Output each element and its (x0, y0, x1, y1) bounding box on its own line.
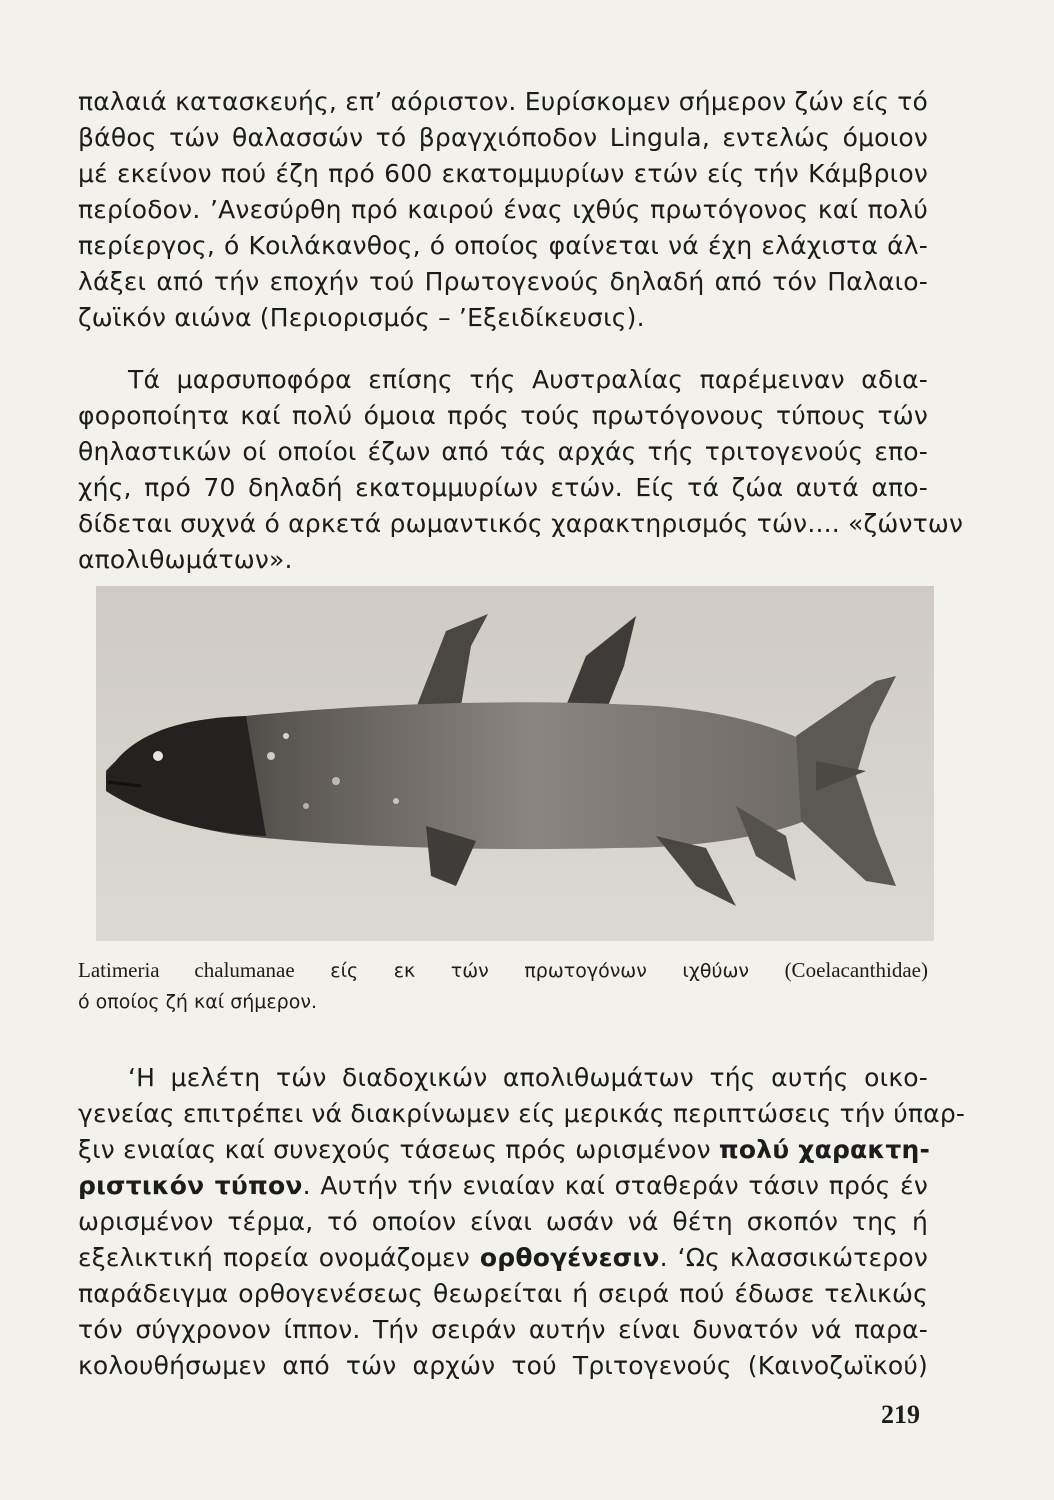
text-line: χής, πρό 70 δηλαδή εκατομμυρίων ετών. Είς τά ζώα αυτά απο- (78, 473, 928, 502)
text-span: εξελικτική πορεία ονομάζομεν (78, 1243, 480, 1272)
text-line: γενείας επιτρέπει νά διακρίνωμεν είς μερικάς περιπτώσεις τήν ύπαρ- (78, 1099, 966, 1128)
text-line: θηλαστικών οί οποίοι έζων από τάς αρχάς τής τριτογενούς επο- (78, 437, 928, 466)
coelacanth-photo (96, 586, 934, 941)
text-line: παράδειγμα ορθογενέσεως θεωρείται ή σειρά πού έδωσε τελικώς (78, 1279, 928, 1308)
text-line: δίδεται συχνά ό αρκετά ρωμαντικός χαρακτηρισμός τών.... «ζώντων (78, 509, 964, 538)
species-name: Latimeria chalumanae (78, 958, 295, 982)
text-line (78, 1132, 931, 1168)
text-span: ξιν ενιαίας καί συνεχούς τάσεως πρός ωρισμένον (78, 1135, 719, 1164)
figure-caption (78, 955, 928, 1018)
paragraph-3 (78, 1060, 966, 1384)
text-line: κολουθήσωμεν από τών αρχών τού Τριτογενούς (Καινοζωϊκού) (78, 1351, 928, 1380)
text-line: λάξει από τήν εποχήν τού Πρωτογενούς δηλαδή από τόν Παλαιο- (78, 267, 928, 296)
caption-line-2: ό οποίος ζή καί σήμερον. (78, 991, 317, 1013)
bold-term: πολύ χαρακτη- (718, 1135, 931, 1164)
text-line: απολιθωμάτων». (78, 545, 293, 574)
text-line: περίεργος, ό Κοιλάκανθος, ό οποίος φαίνεται νά έχη ελάχιστα άλ- (78, 231, 928, 260)
caption-line-1 (78, 955, 928, 987)
text-line (78, 1168, 928, 1204)
text-line: τόν σύγχρονον ίππον. Τήν σειράν αυτήν είναι δυνατόν νά παρα- (78, 1315, 928, 1344)
text-line: Τά μαρσυποφόρα επίσης τής Αυστραλίας παρέμειναν αδια- (128, 365, 928, 394)
text-span: . Αυτήν τήν ενιαίαν καί σταθεράν τάσιν πρός έν (302, 1171, 928, 1200)
fish-illustration (96, 586, 934, 941)
paragraph-2 (78, 362, 964, 578)
paragraph-1 (78, 84, 928, 336)
text-line: φοροποίητα καί πολύ όμοια πρός τούς πρωτόγονους τύπους τών (78, 401, 928, 430)
text-line: ‘Η μελέτη τών διαδοχικών απολιθωμάτων τής αυτής οικο- (128, 1063, 928, 1092)
caption-text: είς εκ τών πρωτογόνων ιχθύων (330, 960, 749, 982)
text-line: ωρισμένον τέρμα, τό οποίον είναι ωσάν νά θέτη σκοπόν της ή (78, 1207, 928, 1236)
text-line: παλαιά κατασκευής, επ’ αόριστον. Ευρίσκομεν σήμερον ζών είς τό (78, 87, 928, 116)
bold-term: ριστικόν τύπον (78, 1171, 303, 1200)
text-line: μέ εκείνον πού έζη πρό 600 εκατομμυρίων ετών είς τήν Κάμβριον (78, 159, 928, 188)
text-line (78, 1240, 928, 1276)
text-line: ζωϊκόν αιώνα (Περιορισμός – ’Εξειδίκευσις). (78, 303, 645, 332)
text-span: . ‘Ως κλασσικώτερον (659, 1243, 928, 1272)
family-name: (Coelacanthidae) (784, 958, 928, 982)
text-line: περίοδον. ’Ανεσύρθη πρό καιρού ένας ιχθύς πρωτόγονος καί πολύ (78, 195, 928, 224)
page-number: 219 (881, 1400, 920, 1429)
bold-term: ορθογένεσιν (479, 1243, 660, 1272)
text-line: βάθος τών θαλασσών τό βραγχιόποδον Lingula, εντελώς όμοιον (78, 123, 928, 152)
